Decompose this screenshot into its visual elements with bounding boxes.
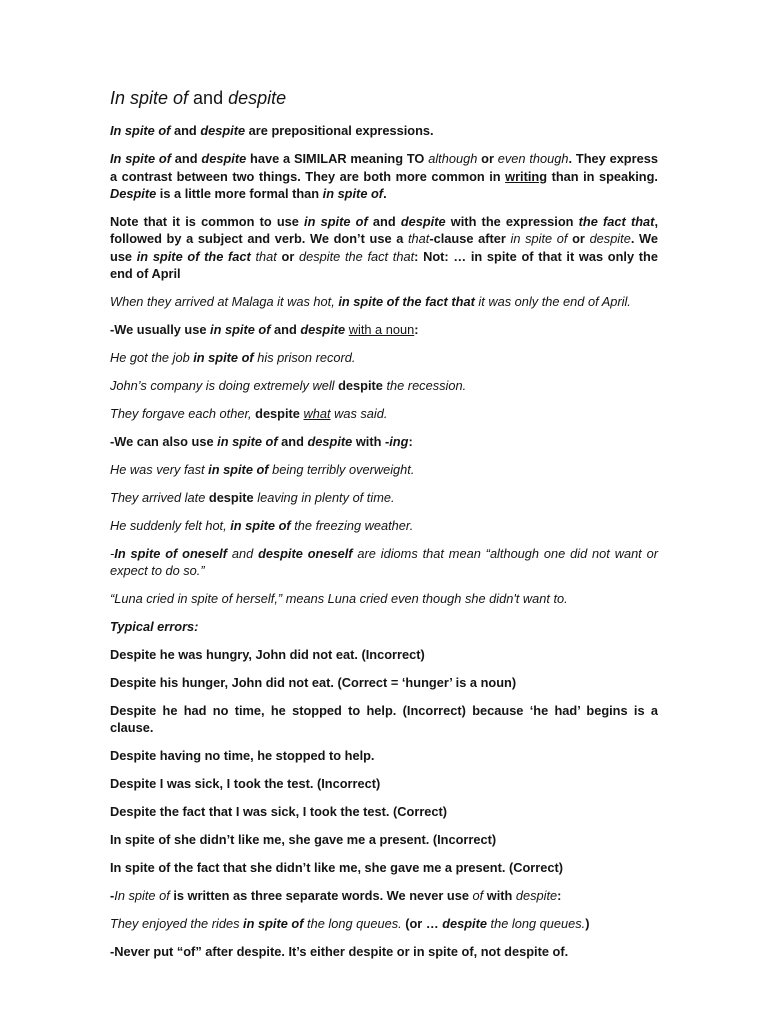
text-run: the long queues. — [487, 916, 586, 931]
text-run: -We usually use — [110, 321, 211, 337]
paragraph-never-of: -Never put “of” after despite. It’s either despite or in spite of, not despite of. — [110, 944, 569, 959]
text-run: They arrived late — [110, 489, 209, 505]
text-run: despite — [515, 888, 558, 903]
text-run: and — [170, 123, 201, 138]
text-run: than in speaking. — [547, 168, 658, 184]
text-run: and — [277, 433, 308, 449]
errors-heading: Typical errors: — [110, 618, 199, 634]
text-run: : — [408, 433, 413, 449]
paragraph-intro — [110, 122, 658, 140]
text-run: ) — [585, 916, 590, 931]
example-prison-record — [110, 349, 658, 367]
error-line: In spite of the fact that she didn’t like me, she gave me a present. (Correct) — [110, 860, 563, 875]
text-run: : — [414, 321, 419, 337]
paragraph-meaning — [110, 150, 658, 203]
text-run: was said. — [330, 405, 388, 421]
title-part: despite — [228, 88, 287, 108]
page-title — [110, 86, 658, 110]
text-run: despite — [442, 916, 487, 931]
heading-with-noun — [110, 321, 658, 339]
text-run: despite — [589, 231, 631, 246]
text-run: or — [567, 231, 590, 246]
text-run: They enjoyed the rides — [110, 916, 244, 931]
text-run: it was only the end of April. — [474, 293, 631, 309]
text-run: and — [270, 321, 301, 337]
text-run: have a SIMILAR meaning TO — [246, 151, 429, 166]
error-line: Despite he had no time, he stopped to help. (Incorrect) because ‘he had’ begins is a clause. — [110, 702, 658, 735]
error-line: Despite I was sick, I took the test. (Incorrect) — [110, 776, 381, 791]
text-run: He suddenly felt hot, — [110, 517, 231, 533]
text-run: ing — [389, 433, 409, 449]
text-run: He was very fast — [110, 461, 209, 477]
example-queues — [110, 915, 658, 933]
text-run: They forgave each other, — [110, 405, 256, 421]
example-forgave — [110, 405, 658, 423]
heading-with-ing — [110, 433, 658, 451]
text-run: with — [483, 888, 516, 903]
paragraph-three-words — [110, 887, 658, 905]
example-recession — [110, 377, 658, 395]
text-run: In spite of — [114, 888, 170, 903]
text-run: He got the job — [110, 349, 194, 365]
error-line: In spite of she didn’t like me, she gave me a present. (Incorrect) — [110, 832, 497, 847]
text-run: with a noun — [348, 321, 415, 337]
text-run: despite — [208, 489, 254, 505]
document-body — [110, 86, 658, 971]
text-run: -We can also use — [110, 433, 218, 449]
text-run: and — [367, 213, 401, 229]
error-line: Despite his hunger, John did not eat. (Correct = ‘hunger’ is a noun) — [110, 674, 517, 690]
text-run: in spite of — [243, 916, 304, 931]
example-malaga — [110, 293, 658, 311]
text-run: despite — [307, 433, 353, 449]
text-run: - — [110, 545, 115, 561]
text-run: that — [250, 248, 277, 264]
text-run: his prison record. — [253, 349, 356, 365]
error-line: Despite he was hungry, John did not eat. (Incorrect) — [110, 646, 425, 662]
text-run: are prepositional expressions. — [245, 123, 434, 138]
text-run: writing — [505, 168, 548, 184]
text-run: is written as three separate words. We never use — [169, 888, 473, 903]
text-run: . — [383, 186, 387, 201]
example-luna: “Luna cried in spite of herself,” means Luna cried even though she didn't want to. — [110, 590, 568, 606]
text-run: or — [477, 151, 498, 166]
text-run: the freezing weather. — [290, 517, 414, 533]
text-run: . They express a contrast between two things. They are both more common in — [110, 151, 658, 184]
text-run: the recession. — [382, 377, 467, 393]
text-run: in spite of the fact that — [338, 293, 475, 309]
text-run: John’s company is doing extremely well — [110, 377, 339, 393]
text-run: In spite of — [110, 151, 171, 166]
paragraph-idioms — [110, 545, 658, 580]
text-run: even though — [497, 151, 569, 166]
text-run: the long queues. — [303, 916, 406, 931]
text-run: -clause after — [429, 231, 511, 246]
text-run: In spite of oneself — [114, 545, 227, 561]
text-run: - — [110, 888, 115, 903]
text-run: what — [303, 405, 331, 421]
text-run: despite the fact that — [299, 248, 415, 264]
text-run: with the expression — [445, 213, 579, 229]
example-arrived-late — [110, 489, 658, 507]
paragraph-the-fact-that — [110, 213, 658, 283]
text-run: despite — [255, 405, 300, 421]
text-run: leaving in plenty of time. — [253, 489, 395, 505]
text-run: being terribly overweight. — [268, 461, 415, 477]
error-line: Despite the fact that I was sick, I took the test. (Correct) — [110, 804, 448, 819]
text-run: despite — [400, 213, 446, 229]
text-run: in spite of — [193, 349, 254, 365]
text-run: despite oneself — [258, 545, 353, 561]
text-run: of — [472, 888, 484, 903]
text-run: and — [170, 151, 202, 166]
text-run: in spite of — [210, 321, 271, 337]
text-run: despite — [201, 151, 247, 166]
text-run: When they arrived at Malaga it was hot, — [110, 293, 339, 309]
text-run: . We use — [110, 231, 658, 264]
example-freezing-weather — [110, 517, 658, 535]
text-run: , followed by a subject and verb. We don’t use a — [110, 213, 658, 246]
text-run: Despite — [110, 186, 157, 201]
text-run: in spite of — [230, 517, 291, 533]
error-line: Despite having no time, he stopped to help. — [110, 748, 375, 763]
text-run: (or … — [405, 916, 443, 931]
text-run: although — [428, 151, 478, 166]
text-run: Note that it is common to use — [110, 213, 305, 229]
text-run: : — [557, 888, 562, 903]
text-run: in spite of — [510, 231, 568, 246]
text-run: despite — [338, 377, 383, 393]
text-run: in spite of — [217, 433, 278, 449]
text-run: with - — [352, 433, 390, 449]
text-run: the fact that — [578, 213, 655, 229]
title-part: and — [188, 88, 229, 108]
title-part: In spite of — [110, 88, 189, 108]
text-run: in spite of — [208, 461, 269, 477]
text-run: is a little more formal than — [156, 186, 323, 201]
example-overweight — [110, 461, 658, 479]
text-run: and — [226, 545, 259, 561]
text-run: that — [407, 231, 430, 246]
text-run: or — [276, 248, 300, 264]
text-run: in spite of the fact — [136, 248, 251, 264]
text-run: in spite of — [322, 186, 384, 201]
text-run: are idioms that mean “although one did not want or expect to do so.” — [110, 545, 658, 578]
text-run: : Not: … in spite of that it was only the end of April — [110, 248, 658, 281]
text-run: despite — [200, 123, 246, 138]
text-run: despite — [300, 321, 346, 337]
text-run: In spite of — [110, 123, 171, 138]
text-run: in spite of — [304, 213, 368, 229]
